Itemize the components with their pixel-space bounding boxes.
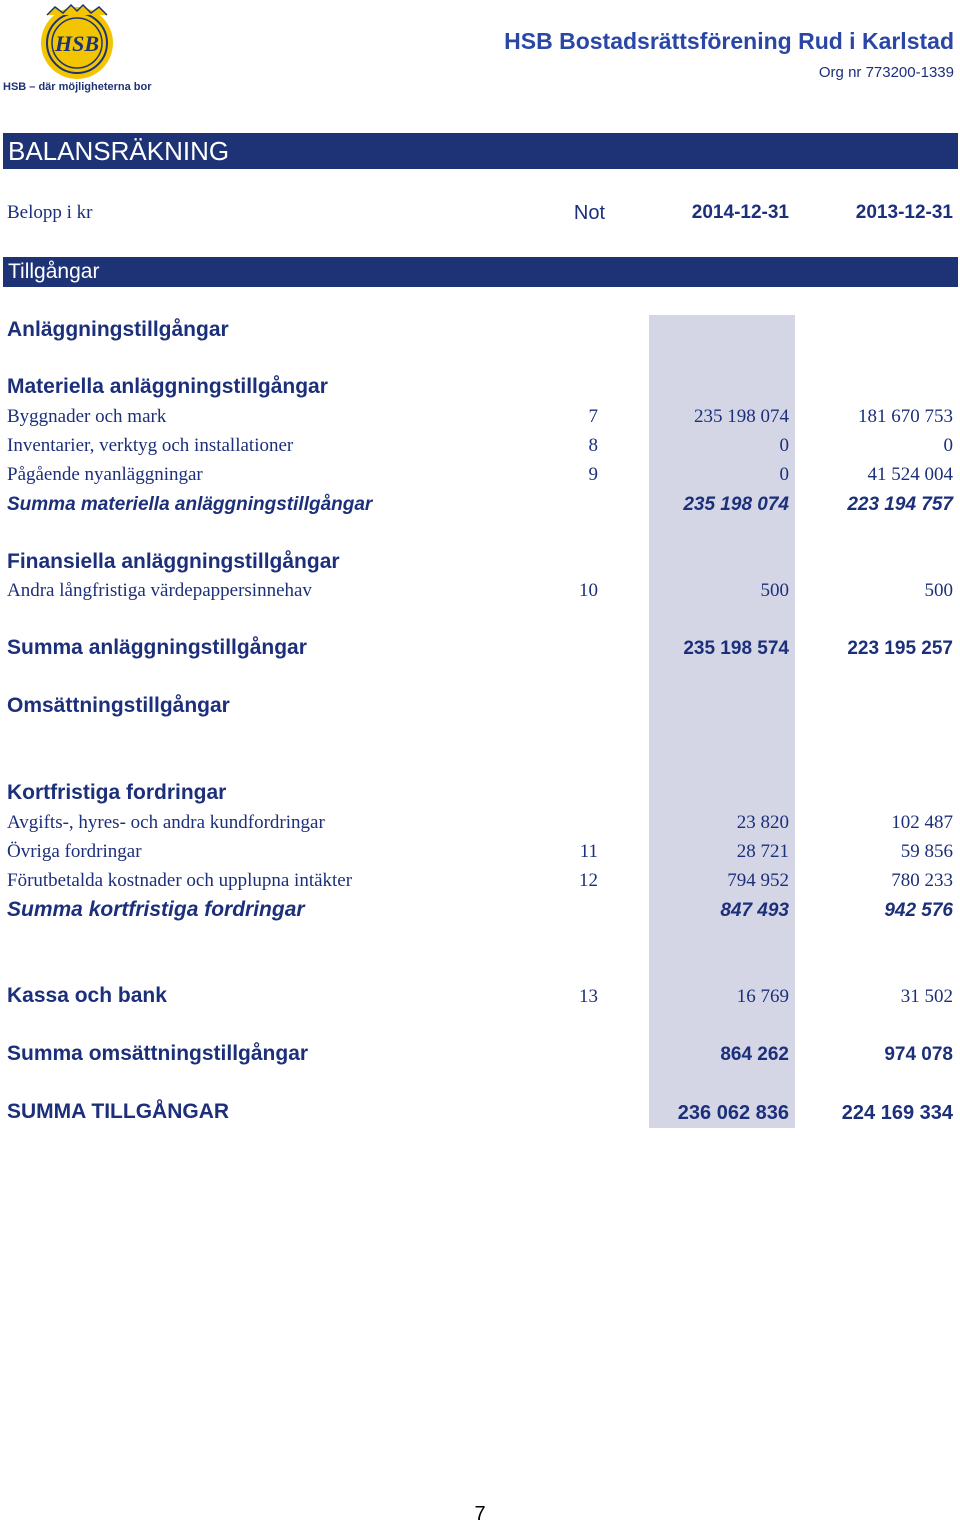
column-2014-header: 2014-12-31 <box>691 202 789 223</box>
row-value-2014: 847 493 <box>720 900 789 921</box>
column-2013-header: 2013-12-31 <box>855 202 953 223</box>
title-band <box>3 133 958 169</box>
table-row <box>0 580 960 608</box>
page-number: 7 <box>474 1503 486 1525</box>
row-value-2013: 181 670 753 <box>858 406 953 427</box>
table-row <box>0 435 960 463</box>
subtotal-row <box>0 494 960 522</box>
column-label-header: Belopp i kr <box>7 202 93 223</box>
table-row <box>0 812 960 840</box>
group-finansiella: Finansiella anläggningstillgångar <box>7 550 340 573</box>
row-label: Summa materiella anläggningstillgångar <box>7 494 373 515</box>
row-not: 9 <box>588 464 598 485</box>
row-value-2014: 236 062 836 <box>677 1102 789 1124</box>
column-not-header: Not <box>573 202 605 224</box>
row-value-2013: 942 576 <box>884 900 953 921</box>
table-row <box>0 870 960 898</box>
row-value-2014: 235 198 574 <box>683 638 789 659</box>
row-value-2014: 0 <box>779 464 789 485</box>
table-row <box>0 841 960 869</box>
row-value-2014: 794 952 <box>727 870 789 891</box>
table-row <box>0 464 960 492</box>
hsb-logo <box>3 3 153 95</box>
total-row <box>0 1100 960 1128</box>
row-label: Avgifts-, hyres- och andra kundfordringar <box>7 812 325 833</box>
row-not: 13 <box>579 986 598 1007</box>
row-value-2014: 23 820 <box>736 812 789 833</box>
row-value-2014: 235 198 074 <box>683 494 789 515</box>
row-value-2013: 974 078 <box>884 1044 953 1065</box>
organization-number: Org nr 773200-1339 <box>818 64 954 81</box>
group-kortfristiga: Kortfristiga fordringar <box>7 781 227 804</box>
section-title: Tillgångar <box>8 260 100 283</box>
page-title: BALANSRÄKNING <box>8 136 230 166</box>
row-label: SUMMA TILLGÅNGAR <box>7 1100 230 1123</box>
row-value-2014: 16 769 <box>736 986 789 1007</box>
table-row <box>0 406 960 434</box>
column-header-row <box>0 202 960 230</box>
row-not: 8 <box>588 435 598 456</box>
table-row <box>0 984 960 1012</box>
row-value-2013: 102 487 <box>891 812 953 833</box>
row-value-2014: 864 262 <box>720 1044 789 1065</box>
row-label: Förutbetalda kostnader och upplupna intäkter <box>7 870 353 891</box>
group-anlaggningstillgangar: Anläggningstillgångar <box>7 318 229 341</box>
row-label: Kassa och bank <box>7 984 167 1007</box>
row-value-2013: 31 502 <box>900 986 953 1007</box>
row-label: Summa kortfristiga fordringar <box>7 898 305 921</box>
row-value-2014: 235 198 074 <box>694 406 789 427</box>
row-value-2013: 59 856 <box>900 841 953 862</box>
row-value-2013: 41 524 004 <box>867 464 953 485</box>
row-label: Summa omsättningstillgångar <box>7 1042 309 1065</box>
row-value-2014: 28 721 <box>736 841 789 862</box>
subtotal-row <box>0 1042 960 1070</box>
row-value-2013: 223 194 757 <box>847 494 953 515</box>
row-not: 12 <box>579 870 598 891</box>
row-value-2014: 0 <box>779 435 789 456</box>
row-not: 10 <box>579 580 598 601</box>
group-materiella: Materiella anläggningstillgångar <box>7 375 328 398</box>
row-value-2013: 500 <box>924 580 953 601</box>
row-label: Inventarier, verktyg och installationer <box>7 435 294 456</box>
row-label: Byggnader och mark <box>7 406 167 427</box>
organization-name: HSB Bostadsrättsförening Rud i Karlstad <box>504 28 954 54</box>
section-band <box>3 257 958 287</box>
row-label: Övriga fordringar <box>7 841 142 862</box>
logo-tagline: HSB – där möjligheterna bor <box>3 81 152 93</box>
row-value-2013: 224 169 334 <box>841 1102 953 1124</box>
row-not: 7 <box>588 406 598 427</box>
row-value-2013: 780 233 <box>891 870 953 891</box>
row-label: Andra långfristiga värdepappersinnehav <box>7 580 312 601</box>
subtotal-row <box>0 636 960 664</box>
subtotal-row <box>0 898 960 926</box>
row-value-2014: 500 <box>760 580 789 601</box>
row-not: 11 <box>579 841 598 862</box>
logo-letters: HSB <box>54 31 100 56</box>
row-label: Pågående nyanläggningar <box>7 464 203 485</box>
row-value-2013: 223 195 257 <box>847 638 953 659</box>
group-omsattningstillgangar: Omsättningstillgångar <box>7 694 230 717</box>
row-label: Summa anläggningstillgångar <box>7 636 307 659</box>
row-value-2013: 0 <box>943 435 953 456</box>
